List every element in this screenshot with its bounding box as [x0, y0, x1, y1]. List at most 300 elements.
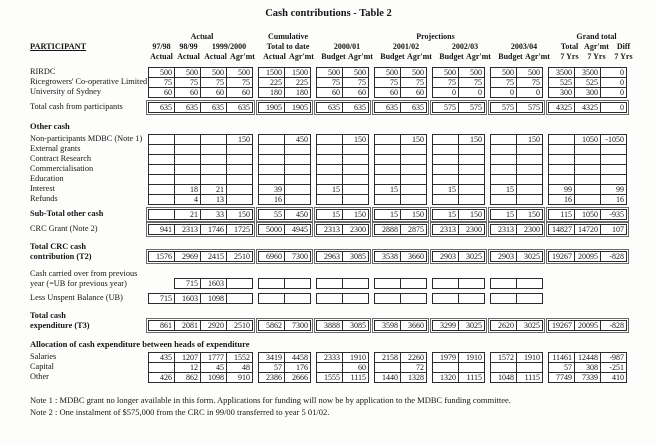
data-cell: 635 — [342, 102, 369, 113]
empty-cell — [148, 278, 175, 289]
actual-subheads — [148, 52, 256, 62]
subhead: Actual — [177, 52, 200, 61]
data-cell: 715 — [174, 278, 201, 289]
data-cell: 99 — [548, 184, 575, 195]
data-cell: 1572 — [490, 352, 517, 363]
data-cell: 5000 — [258, 224, 285, 235]
data-cell — [316, 293, 343, 304]
data-cell — [458, 194, 485, 205]
cell-group — [490, 87, 543, 98]
data-cell: 1098 — [200, 293, 227, 304]
cell-group — [148, 194, 253, 205]
data-cell: 1320 — [432, 372, 459, 383]
data-cell — [284, 293, 311, 304]
total-to-date-header: Total to date — [266, 42, 310, 51]
data-cell: 3598 — [374, 320, 401, 331]
row-band — [30, 209, 657, 220]
data-cell: 300 — [574, 87, 601, 98]
data-cell: 635 — [316, 102, 343, 113]
data-cell: 15 — [316, 184, 343, 195]
data-cell: 1910 — [516, 352, 543, 363]
data-cell: 60 — [342, 87, 369, 98]
data-cell: 500 — [148, 67, 175, 78]
data-cell: 15 — [432, 209, 459, 220]
data-cell: 3500 — [574, 67, 601, 78]
row-label: Non-participants MDBC (Note 1) — [30, 134, 143, 143]
cell-group — [316, 194, 369, 205]
data-cell: 45 — [200, 362, 227, 373]
data-cell: 1910 — [458, 352, 485, 363]
cell-group — [316, 278, 369, 289]
cell-group — [258, 209, 311, 220]
participant-header: PARTICIPANT — [30, 42, 87, 51]
data-cell: 0 — [600, 77, 627, 88]
subhead: Agr'mt — [525, 52, 550, 61]
row-label: Contract Research — [30, 154, 92, 163]
data-cell: 2888 — [374, 224, 401, 235]
data-cell — [458, 278, 485, 289]
cell-group — [548, 194, 627, 205]
cell-group — [258, 194, 311, 205]
data-cell: 57 — [548, 362, 575, 373]
row-label: Total cash expenditure (T3) — [30, 311, 90, 330]
data-cell — [226, 293, 253, 304]
subhead: Agr'mt — [407, 52, 432, 61]
data-cell: 2903 — [490, 251, 517, 262]
data-cell: 150 — [458, 134, 485, 145]
data-cell: 3085 — [342, 251, 369, 262]
cell-group — [374, 209, 427, 220]
row-label: Cash carried over from previous year (=UB for previous year) — [30, 269, 138, 288]
data-cell: 12448 — [574, 352, 601, 363]
data-cell: 2300 — [458, 224, 485, 235]
cell-group — [432, 372, 485, 383]
data-cell: 2386 — [258, 372, 285, 383]
subhead: Agr'mt — [348, 52, 373, 61]
data-cell: 150 — [226, 209, 253, 220]
data-cell: 1905 — [284, 102, 311, 113]
proj2-subheads — [379, 52, 433, 62]
subhead: Agr'mt — [230, 52, 255, 61]
data-cell: 60 — [174, 87, 201, 98]
cell-group — [490, 320, 543, 331]
data-cell: 18 — [174, 184, 201, 195]
data-cell: 60 — [316, 87, 343, 98]
cell-group — [316, 293, 369, 304]
data-cell: 1050 — [574, 134, 601, 145]
data-cell: 115 — [548, 209, 575, 220]
data-cell — [148, 194, 175, 205]
data-cell: 1098 — [200, 372, 227, 383]
data-cell: 72 — [400, 362, 427, 373]
data-cell: 300 — [548, 87, 575, 98]
cell-group — [548, 102, 627, 113]
subhead: Agr'mt — [289, 52, 314, 61]
year-19992000: 1999/2000 — [211, 42, 247, 51]
data-cell: 60 — [400, 87, 427, 98]
data-cell: 107 — [600, 224, 627, 235]
cumulative-subheads — [261, 52, 315, 62]
data-cell: 75 — [226, 77, 253, 88]
cell-group — [316, 251, 369, 262]
data-cell: 4458 — [284, 352, 311, 363]
data-cell: 3025 — [516, 251, 543, 262]
data-cell — [226, 278, 253, 289]
data-cell: 15 — [374, 184, 401, 195]
grand-total-col: Total — [560, 42, 579, 51]
row-label: RIRDC — [30, 67, 56, 76]
data-cell: 75 — [432, 77, 459, 88]
data-cell: 21 — [174, 209, 201, 220]
data-cell: 150 — [342, 209, 369, 220]
cell-group — [258, 224, 311, 235]
cell-group — [374, 102, 427, 113]
subhead: Budget — [498, 52, 523, 61]
cell-group — [548, 320, 627, 331]
header-subcol-row — [30, 52, 657, 62]
data-cell: 2415 — [200, 251, 227, 262]
cell-group — [374, 372, 427, 383]
data-cell — [400, 194, 427, 205]
data-cell: 1115 — [342, 372, 369, 383]
data-cell: 500 — [342, 67, 369, 78]
cell-group — [490, 251, 543, 262]
group-label-grand-total: Grand total — [576, 32, 617, 41]
data-cell: 1725 — [226, 224, 253, 235]
data-cell: 2666 — [284, 372, 311, 383]
page-title: Cash contributions - Table 2 — [265, 8, 392, 19]
row-band — [30, 242, 657, 262]
data-cell: 19267 — [548, 251, 575, 262]
data-cell: 16 — [600, 194, 627, 205]
proj1-subheads — [320, 52, 374, 62]
data-cell: 3419 — [258, 352, 285, 363]
data-cell: 2510 — [226, 251, 253, 262]
year-9899: 98/99 — [179, 42, 198, 51]
cell-group — [374, 87, 427, 98]
data-cell: 635 — [174, 102, 201, 113]
empty-cell — [574, 293, 601, 304]
data-cell: 635 — [400, 102, 427, 113]
data-cell: 1048 — [490, 372, 517, 383]
data-cell — [258, 278, 285, 289]
table-row — [30, 242, 657, 262]
cell-group — [148, 224, 253, 235]
cell-group — [258, 278, 311, 289]
row-band — [30, 311, 657, 331]
data-cell: 0 — [490, 87, 517, 98]
data-cell: 11461 — [548, 352, 575, 363]
row-label: CRC Grant (Note 2) — [30, 224, 98, 233]
data-cell: 861 — [148, 320, 175, 331]
data-cell: 500 — [400, 67, 427, 78]
data-cell: 0 — [432, 87, 459, 98]
grand-subheads — [556, 52, 637, 62]
subhead: 7 Yrs — [614, 52, 633, 61]
data-cell: 2969 — [174, 251, 201, 262]
data-cell: 2510 — [226, 320, 253, 331]
data-cell: 635 — [148, 102, 175, 113]
data-cell: 60 — [226, 87, 253, 98]
cell-group — [258, 293, 311, 304]
data-cell: 7300 — [284, 320, 311, 331]
data-cell: 60 — [148, 87, 175, 98]
data-cell: 75 — [148, 77, 175, 88]
subhead: Agr'mt — [466, 52, 491, 61]
data-cell: 2158 — [374, 352, 401, 363]
cell-group — [148, 209, 253, 220]
data-cell — [374, 278, 401, 289]
row-label: Interest — [30, 184, 55, 193]
data-cell: 435 — [148, 352, 175, 363]
data-cell: 2300 — [516, 224, 543, 235]
data-cell: 308 — [574, 362, 601, 373]
table-row — [30, 194, 657, 205]
data-cell: 1328 — [400, 372, 427, 383]
data-cell: 1746 — [200, 224, 227, 235]
data-cell: 20095 — [574, 251, 601, 262]
data-cell — [258, 293, 285, 304]
data-cell — [284, 194, 311, 205]
empty-cell — [600, 278, 627, 289]
data-cell: 3299 — [432, 320, 459, 331]
cell-group — [316, 102, 369, 113]
subhead: 7 Yrs — [587, 52, 606, 61]
data-cell: 48 — [226, 362, 253, 373]
table-body — [30, 67, 657, 383]
header-year-row — [30, 42, 657, 52]
table-row — [30, 311, 657, 331]
data-cell: 862 — [174, 372, 201, 383]
data-cell: 3500 — [548, 67, 575, 78]
cell-group — [258, 102, 311, 113]
data-cell: 1115 — [458, 372, 485, 383]
row-band — [30, 67, 657, 98]
cell-group — [316, 372, 369, 383]
table-row — [30, 102, 657, 113]
data-cell: 150 — [342, 134, 369, 145]
year-200304: 2003/04 — [510, 42, 538, 51]
cell-group — [548, 209, 627, 220]
data-cell: 0 — [600, 87, 627, 98]
data-cell — [574, 194, 601, 205]
table-row — [30, 87, 657, 98]
row-label: Commercialisation — [30, 164, 94, 173]
row-band — [30, 293, 657, 304]
data-cell: 99 — [600, 184, 627, 195]
data-cell: -251 — [600, 362, 627, 373]
data-cell: 635 — [200, 102, 227, 113]
data-cell: -828 — [600, 251, 627, 262]
cell-group — [148, 372, 253, 383]
data-cell: 16 — [258, 194, 285, 205]
data-cell: 1905 — [258, 102, 285, 113]
data-cell: 0 — [458, 87, 485, 98]
data-cell: 525 — [548, 77, 575, 88]
data-cell: 4325 — [548, 102, 575, 113]
data-cell — [316, 278, 343, 289]
subhead: Budget — [439, 52, 464, 61]
grand-total-subheads — [556, 42, 637, 52]
data-cell: 20095 — [574, 320, 601, 331]
data-cell: 150 — [516, 209, 543, 220]
actual-years — [148, 42, 256, 52]
data-cell: 5862 — [258, 320, 285, 331]
data-cell — [490, 293, 517, 304]
data-cell: 150 — [400, 134, 427, 145]
data-cell: 6960 — [258, 251, 285, 262]
data-cell: 500 — [226, 67, 253, 78]
year-200203: 2002/03 — [451, 42, 479, 51]
row-label: Other — [30, 372, 49, 381]
data-cell: 2313 — [174, 224, 201, 235]
data-cell: 500 — [458, 67, 485, 78]
data-cell: 39 — [258, 184, 285, 195]
data-cell: 410 — [600, 372, 627, 383]
section-heading: Other cash — [30, 121, 70, 131]
data-cell — [374, 293, 401, 304]
cell-group — [548, 224, 627, 235]
cell-group — [432, 209, 485, 220]
row-label: Sub-Total other cash — [30, 209, 104, 218]
cell-group — [432, 224, 485, 235]
data-cell — [490, 278, 517, 289]
data-cell: 2875 — [400, 224, 427, 235]
data-cell: 575 — [432, 102, 459, 113]
row-label: Total CRC cash contribution (T2) — [30, 242, 92, 261]
data-cell: 500 — [374, 67, 401, 78]
data-cell: 500 — [432, 67, 459, 78]
empty-cell — [574, 278, 601, 289]
cell-group — [432, 102, 485, 113]
data-cell: 2620 — [490, 320, 517, 331]
data-cell: 941 — [148, 224, 175, 235]
data-cell: 4325 — [574, 102, 601, 113]
cell-group — [548, 278, 627, 289]
table-row — [30, 372, 657, 383]
cell-group — [316, 209, 369, 220]
subhead: Actual — [204, 52, 227, 61]
data-cell — [148, 209, 175, 220]
cell-group — [374, 224, 427, 235]
data-cell: 635 — [226, 102, 253, 113]
data-cell: 2313 — [490, 224, 517, 235]
data-cell: 525 — [574, 77, 601, 88]
row-label: University of Sydney — [30, 87, 101, 96]
data-cell: 1576 — [148, 251, 175, 262]
table-header — [30, 32, 657, 62]
data-cell: 2920 — [200, 320, 227, 331]
row-band — [30, 269, 657, 289]
data-cell — [342, 194, 369, 205]
data-cell: 4 — [174, 194, 201, 205]
data-cell: 575 — [490, 102, 517, 113]
data-cell: 75 — [516, 77, 543, 88]
data-cell: 2333 — [316, 352, 343, 363]
data-cell: 14720 — [574, 224, 601, 235]
data-cell: 1603 — [174, 293, 201, 304]
data-cell — [342, 278, 369, 289]
cell-group — [490, 194, 543, 205]
row-label: Less Unspent Balance (UB) — [30, 293, 123, 302]
cell-group — [316, 224, 369, 235]
row-label: Total cash from participants — [30, 102, 123, 111]
data-cell: 150 — [458, 209, 485, 220]
subhead: Budget — [380, 52, 405, 61]
cell-group — [490, 372, 543, 383]
data-cell: 0 — [600, 67, 627, 78]
data-cell: -828 — [600, 320, 627, 331]
year-200001: 2000/01 — [333, 42, 361, 51]
data-cell: 75 — [490, 77, 517, 88]
data-cell: 4945 — [284, 224, 311, 235]
row-band — [30, 134, 657, 205]
data-cell: 1207 — [174, 352, 201, 363]
note-2: Note 2 : One instalment of $575,000 from the CRC in 99/00 transferred to year 5 01/02. — [30, 406, 330, 417]
data-cell: 75 — [400, 77, 427, 88]
cell-group — [316, 320, 369, 331]
proj4-subheads — [497, 52, 551, 62]
data-cell: 75 — [342, 77, 369, 88]
data-cell: 1500 — [284, 67, 311, 78]
data-cell: 1777 — [200, 352, 227, 363]
data-cell: 176 — [284, 362, 311, 373]
data-cell: 450 — [284, 134, 311, 145]
data-cell — [516, 194, 543, 205]
data-cell: 2081 — [174, 320, 201, 331]
data-cell: 75 — [458, 77, 485, 88]
data-cell: 0 — [516, 87, 543, 98]
cell-group — [432, 87, 485, 98]
data-cell: -987 — [600, 352, 627, 363]
data-cell: 75 — [200, 77, 227, 88]
data-cell: 2903 — [432, 251, 459, 262]
data-cell: 7749 — [548, 372, 575, 383]
cell-group — [374, 194, 427, 205]
data-cell: 15 — [432, 184, 459, 195]
data-cell — [400, 293, 427, 304]
grand-agrmt-col: Agr'mt — [584, 42, 609, 51]
proj3-subheads — [438, 52, 492, 62]
data-cell: 2313 — [316, 224, 343, 235]
data-cell: 75 — [316, 77, 343, 88]
data-cell: 2963 — [316, 251, 343, 262]
data-cell: 13 — [200, 194, 227, 205]
section-heading: Allocation of cash expenditure between heads of expenditure — [30, 339, 250, 349]
cell-group — [258, 372, 311, 383]
empty-cell — [548, 293, 575, 304]
data-cell: 15 — [316, 209, 343, 220]
data-cell: 60 — [342, 362, 369, 373]
data-cell: 575 — [516, 102, 543, 113]
data-cell: 7300 — [284, 251, 311, 262]
data-cell: 500 — [316, 67, 343, 78]
data-cell: 75 — [174, 77, 201, 88]
cell-group — [490, 278, 543, 289]
empty-cell — [600, 293, 627, 304]
data-cell: 14827 — [548, 224, 575, 235]
data-cell: 2313 — [432, 224, 459, 235]
data-cell: 500 — [490, 67, 517, 78]
data-cell: 3660 — [400, 320, 427, 331]
note-1: Note 1 : MDBC grant no longer available in this form. Applications for funding will now be by application to the MDBC funding committee. — [30, 395, 511, 405]
data-cell: 1050 — [574, 209, 601, 220]
cell-group — [148, 102, 253, 113]
cell-group — [490, 224, 543, 235]
data-cell: 21 — [200, 184, 227, 195]
data-cell: 3085 — [342, 320, 369, 331]
year-200102: 2001/02 — [392, 42, 420, 51]
